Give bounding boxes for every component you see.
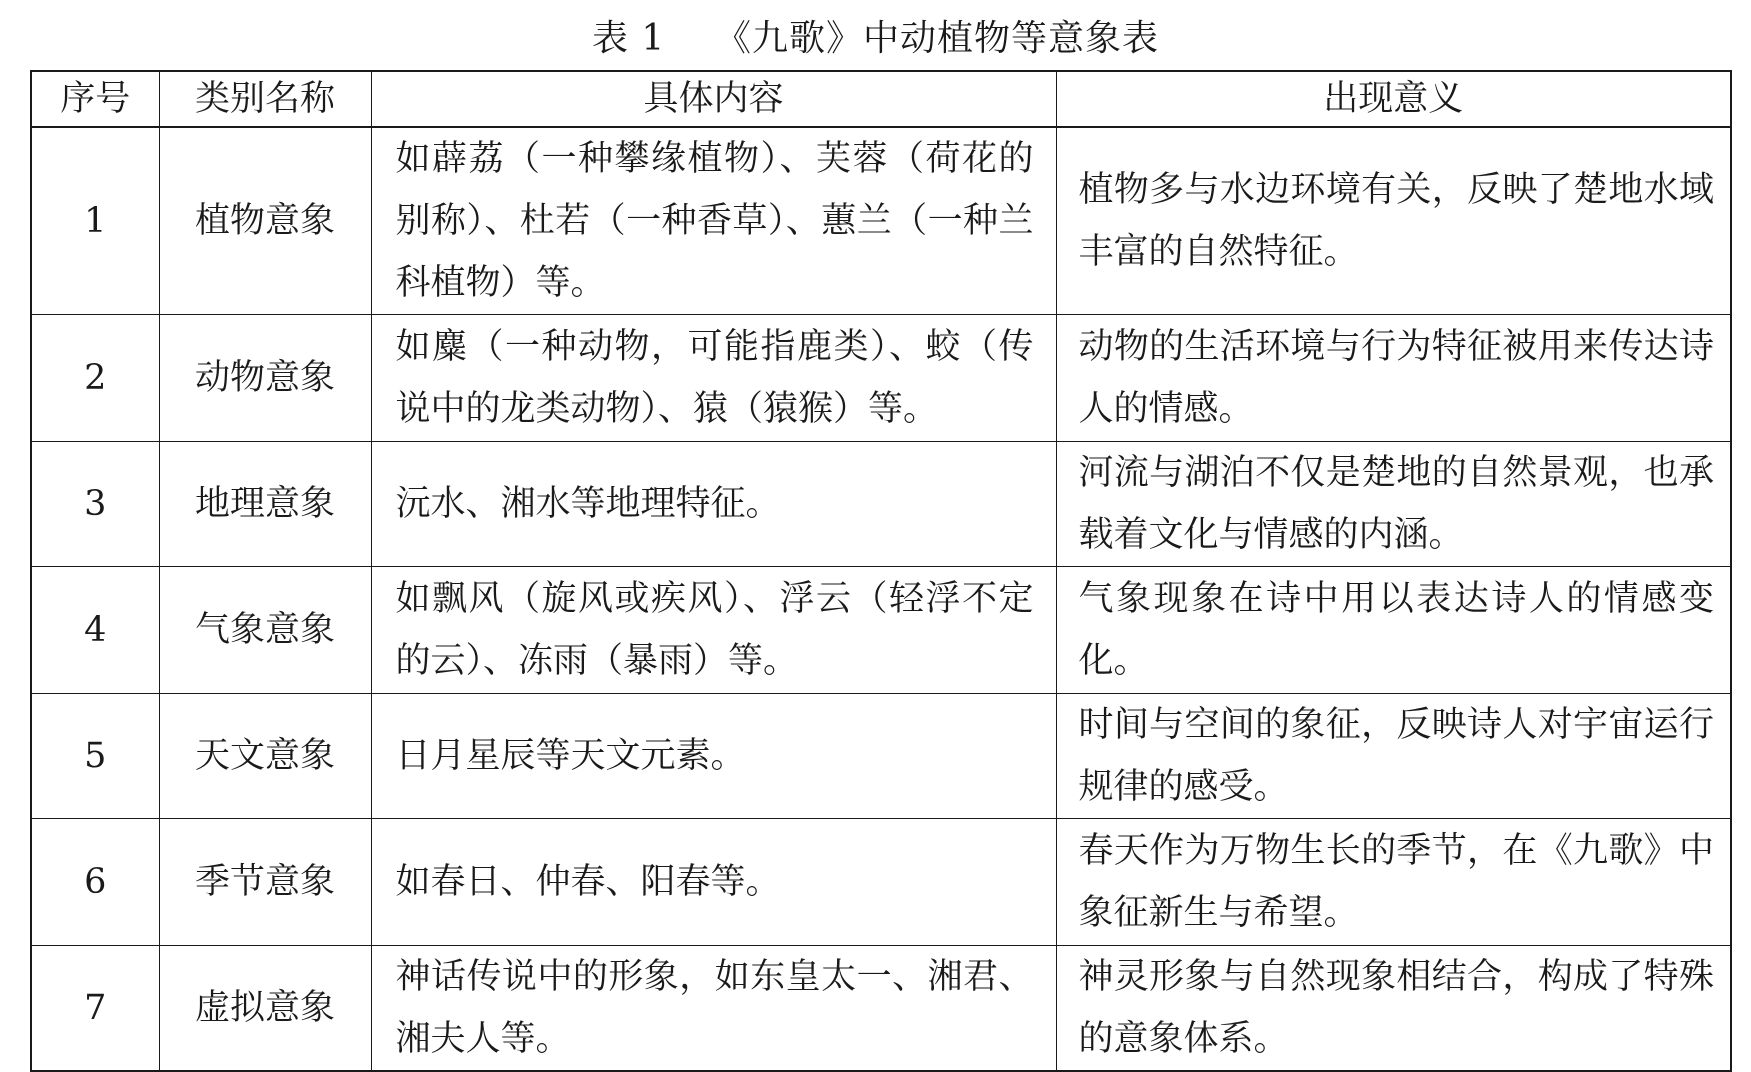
row-meaning: 植物多与水边环境有关，反映了楚地水域丰富的自然特征。: [1056, 127, 1731, 315]
row-category: 天文意象: [159, 694, 371, 819]
row-content: 如飘风（旋风或疾风）、浮云（轻浮不定的云）、冻雨（暴雨）等。: [371, 567, 1056, 694]
row-content: 神话传说中的形象，如东皇太一、湘君、湘夫人等。: [371, 946, 1056, 1072]
header-category: 类别名称: [159, 71, 371, 127]
row-category: 气象意象: [159, 567, 371, 694]
imagery-table: [30, 70, 1732, 1072]
row-meaning: 春天作为万物生长的季节，在《九歌》中象征新生与希望。: [1056, 819, 1731, 946]
table-caption: 表 1 《九歌》中动植物等意象表: [591, 18, 1160, 59]
row-content: 如薜荔（一种攀缘植物）、芙蓉（荷花的别称）、杜若（一种香草）、蕙兰（一种兰科植物）等。: [371, 127, 1056, 315]
row-meaning: 神灵形象与自然现象相结合，构成了特殊的意象体系。: [1056, 946, 1731, 1072]
row-number: 4: [31, 567, 159, 694]
row-content: 日月星辰等天文元素。: [371, 694, 1056, 819]
row-number: 3: [31, 442, 159, 567]
row-number: 6: [31, 819, 159, 946]
row-category: 植物意象: [159, 127, 371, 315]
row-content: 如春日、仲春、阳春等。: [371, 819, 1056, 946]
row-category: 虚拟意象: [159, 946, 371, 1072]
table-row: [31, 819, 1731, 946]
table-header: [31, 71, 1731, 127]
header-row: [31, 71, 1731, 127]
row-meaning: 气象现象在诗中用以表达诗人的情感变化。: [1056, 567, 1731, 694]
table-row: [31, 946, 1731, 1072]
table-row: [31, 315, 1731, 442]
header-content: 具体内容: [371, 71, 1056, 127]
header-meaning: 出现意义: [1056, 71, 1731, 127]
row-number: 2: [31, 315, 159, 442]
row-meaning: 动物的生活环境与行为特征被用来传达诗人的情感。: [1056, 315, 1731, 442]
row-number: 5: [31, 694, 159, 819]
header-number: 序号: [31, 71, 159, 127]
table-body: [31, 127, 1731, 1071]
row-category: 动物意象: [159, 315, 371, 442]
table-row: [31, 127, 1731, 315]
row-number: 7: [31, 946, 159, 1072]
table-row: [31, 442, 1731, 567]
row-category: 季节意象: [159, 819, 371, 946]
row-number: 1: [31, 127, 159, 315]
row-content: 沅水、湘水等地理特征。: [371, 442, 1056, 567]
table-row: [31, 694, 1731, 819]
row-meaning: 河流与湖泊不仅是楚地的自然景观，也承载着文化与情感的内涵。: [1056, 442, 1731, 567]
row-meaning: 时间与空间的象征，反映诗人对宇宙运行规律的感受。: [1056, 694, 1731, 819]
row-content: 如麋（一种动物，可能指鹿类）、蛟（传说中的龙类动物）、猿（猿猴）等。: [371, 315, 1056, 442]
row-category: 地理意象: [159, 442, 371, 567]
table-row: [31, 567, 1731, 694]
